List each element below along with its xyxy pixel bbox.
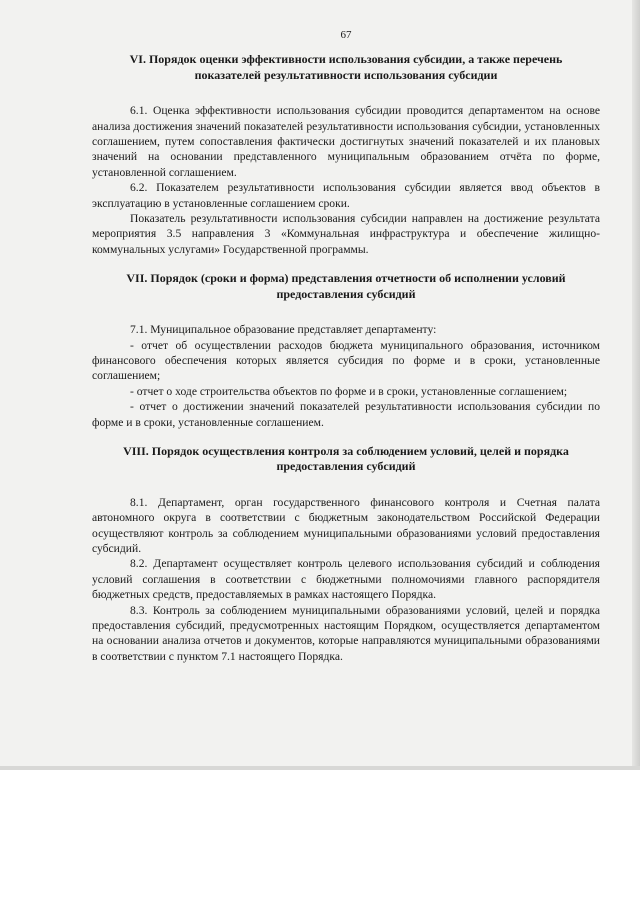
- paragraph-8-1: 8.1. Департамент, орган государственного финансового контроля и Счетная палата автономного округа в соответствии с бюджетным законодательством Российской Федерации осуществляют контроль за соблюдением муниципальными образованиями условий предоставления субсидий.: [92, 495, 600, 555]
- section-gap: [92, 430, 600, 444]
- paragraph-6-2: 6.2. Показателем результативности использования субсидии является ввод объектов в эксплуатацию в установленные соглашением сроки.: [92, 181, 600, 210]
- section-gap: [92, 257, 600, 271]
- scan-edge-right: [632, 0, 640, 770]
- section-7-heading: VII. Порядок (сроки и форма) представления отчетности об исполнении условий предоставления субсидий: [126, 271, 566, 301]
- list-item-indicators-report: - отчет о достижении значений показателей результативности использования субсидии по форме и в сроки, установленные соглашением.: [92, 400, 600, 429]
- document-page: [92, 28, 600, 664]
- paragraph-7-1: 7.1. Муниципальное образование представляет департаменту:: [130, 323, 437, 337]
- page-number: 67: [340, 29, 352, 41]
- section-8-heading: VIII. Порядок осуществления контроля за соблюдением условий, целей и порядка предоставления субсидий: [123, 443, 569, 474]
- paragraph-6-indicator: Показатель результативности использования субсидии направлен на достижение результата мероприятия 3.5 направления 3 «Коммунальная инфраструктура и обеспечение жилищно-коммунальных услугами» Государственной программы.: [92, 212, 600, 256]
- section-6-heading: VI. Порядок оценки эффективности использования субсидии, а также перечень показателей результативности использования субсидии: [129, 52, 563, 82]
- list-item-construction-report: - отчет о ходе строительства объектов по форме и в сроки, установленные соглашением;: [130, 384, 568, 398]
- list-item-expenses-report: - отчет об осуществлении расходов бюджета муниципального образования, источником финансового обеспечения которых является субсидия по форме и в сроки, установленные соглашением;: [92, 338, 600, 383]
- paragraph-6-1: 6.1. Оценка эффективности использования субсидии проводится департаментом на основе анализа достижения значений показателей результативности использования субсидии, установленных соглашением, путем сопоставления фактически достигнутых значений показателей и их плановых значений на основании представленного муниципальным образованием отчёта по форме, установленной соглашением.: [92, 104, 600, 179]
- paragraph-8-3: 8.3. Контроль за соблюдением муниципальными образованиями условий, целей и порядка предоставления субсидий, предусмотренных настоящим Порядком, осуществляется департаментом на основании анализа отчетов и документов, которые направляются муниципальными образованиями в соответствии с пунктом 7.1 настоящего Порядка.: [92, 603, 600, 663]
- scan-edge-bottom: [0, 766, 640, 770]
- paragraph-8-2: 8.2. Департамент осуществляет контроль целевого использования субсидий и соблюдения условий соглашения в соответствии с бюджетными полномочиями главного распорядителя бюджетных средств, предоставляемых в рамках настоящего Порядка.: [92, 557, 600, 602]
